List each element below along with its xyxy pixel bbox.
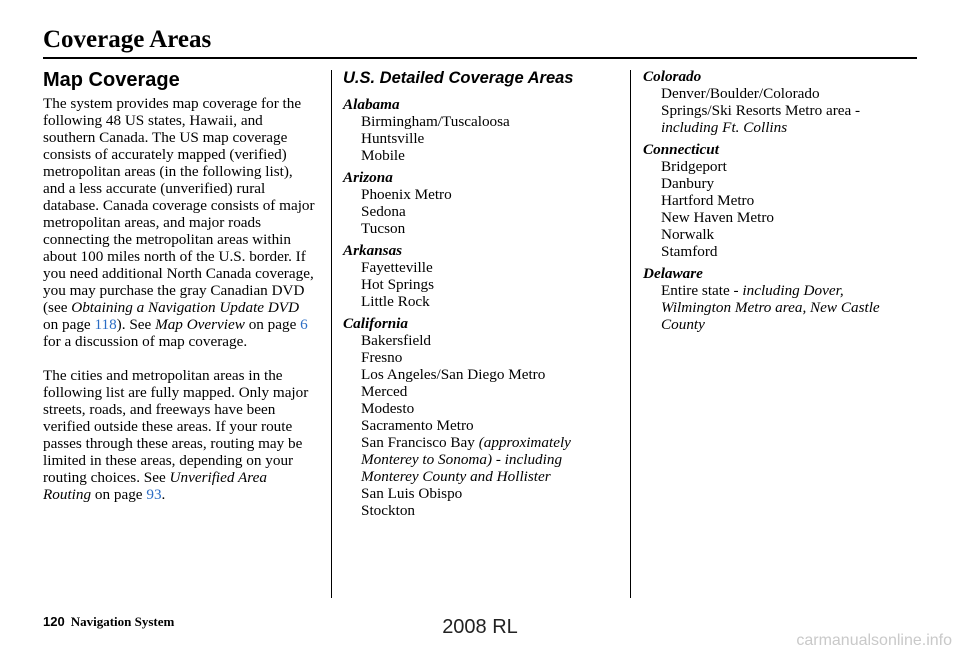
- page-title: Coverage Areas: [43, 26, 212, 53]
- city-item: Phoenix Metro: [361, 186, 452, 203]
- city-item: Modesto: [361, 400, 415, 417]
- column-divider: [331, 70, 332, 598]
- city-item: Sacramento Metro: [361, 417, 474, 434]
- paragraph-text: on page: [91, 486, 147, 503]
- state-name: Arkansas: [343, 242, 403, 259]
- city-item: Merced: [361, 383, 408, 400]
- city-item: Tucson: [361, 220, 406, 237]
- paragraph-text: ). See: [116, 316, 156, 333]
- watermark: carmanualsonline.info: [796, 632, 952, 649]
- state-name: California: [343, 315, 408, 332]
- footer-section: Navigation System: [70, 614, 175, 629]
- city-item: Bridgeport: [661, 158, 727, 175]
- city-item: Hot Springs: [361, 276, 434, 293]
- header-rule: [43, 57, 917, 59]
- detailed-coverage-column-continued: [643, 68, 918, 333]
- city-item: [643, 282, 918, 299]
- city-note-line: Wilmington Metro area, New Castle: [661, 299, 880, 316]
- detailed-coverage-heading: U.S. Detailed Coverage Areas: [343, 69, 574, 87]
- city-item: [343, 434, 615, 451]
- city-item: Sedona: [361, 203, 406, 220]
- map-coverage-column: [43, 68, 318, 503]
- city-note-line: Monterey County and Hollister: [361, 468, 551, 485]
- column-divider: [630, 70, 631, 598]
- city-item: Little Rock: [361, 293, 430, 310]
- city-note: (approximately: [478, 434, 571, 451]
- state-name: Colorado: [643, 68, 702, 85]
- city-item: Fresno: [361, 349, 403, 366]
- city-item: Stamford: [661, 243, 718, 260]
- city-item: Birmingham/Tuscaloosa: [361, 113, 510, 130]
- page-link[interactable]: 6: [300, 316, 308, 333]
- city-item: Bakersfield: [361, 332, 432, 349]
- city-item: New Haven Metro: [661, 209, 775, 226]
- paragraph-text: The system provides map coverage for the following 48 US states, Hawaii, and southern Canada. The US map coverage consists of accurately mapped (verified) metropolitan areas (in the following list), and a less accurate (unverified) rural database. Canada coverage consists of major metropolitan areas, and major roads connecting the metropolitan areas within about 100 miles north of the U.S. border. If you need additional North Canada coverage, you may purchase the gray Canadian DVD (see: [43, 95, 315, 316]
- model-label: 2008 RL: [442, 616, 518, 638]
- page-link[interactable]: 93: [146, 486, 162, 503]
- detailed-coverage-column: [343, 68, 615, 519]
- city-item: Fayetteville: [361, 259, 433, 276]
- paragraph-text: on page: [244, 316, 301, 333]
- cross-reference: Map Overview: [155, 316, 245, 333]
- state-name: Delaware: [643, 265, 703, 282]
- city-item: Springs/Ski Resorts Metro area -: [661, 102, 861, 119]
- city-note: including Dover,: [742, 282, 844, 299]
- city-item: San Luis Obispo: [361, 485, 463, 502]
- city-name: San Francisco Bay: [361, 434, 479, 451]
- map-coverage-heading: Map Coverage: [43, 69, 180, 91]
- cross-reference: Unverified Area Routing: [43, 469, 267, 503]
- map-coverage-paragraph: [43, 95, 318, 350]
- paragraph-text: .: [161, 486, 166, 503]
- city-note-line: County: [661, 316, 705, 333]
- cross-reference: Obtaining a Navigation Update DVD: [71, 299, 300, 316]
- city-item: Hartford Metro: [661, 192, 755, 209]
- city-item: Stockton: [361, 502, 416, 519]
- fully-mapped-paragraph: [43, 367, 318, 503]
- paragraph-text: for a discussion of map coverage.: [43, 333, 248, 350]
- city-item: Denver/Boulder/Colorado: [661, 85, 820, 102]
- state-name: Alabama: [343, 96, 400, 113]
- paragraph-text: The cities and metropolitan areas in the following list are fully mapped. Only major streets, roads, and freeways have been verified outside these areas. If your route passes through these areas, routing may be limited in these areas, depending on your routing choices. See: [43, 367, 309, 486]
- state-name: Arizona: [343, 169, 393, 186]
- city-note-line: Monterey to Sonoma) - including: [361, 451, 563, 468]
- state-name: Connecticut: [643, 141, 719, 158]
- city-name: Entire state -: [661, 282, 743, 299]
- page-number: 120: [43, 614, 65, 629]
- city-note-line: including Ft. Collins: [661, 119, 788, 136]
- page-link[interactable]: 118: [94, 316, 117, 333]
- city-item: Mobile: [361, 147, 405, 164]
- city-item: Los Angeles/San Diego Metro: [361, 366, 546, 383]
- city-item: Danbury: [661, 175, 715, 192]
- city-item: Huntsville: [361, 130, 425, 147]
- paragraph-text: on page: [43, 316, 95, 333]
- city-item: Norwalk: [661, 226, 715, 243]
